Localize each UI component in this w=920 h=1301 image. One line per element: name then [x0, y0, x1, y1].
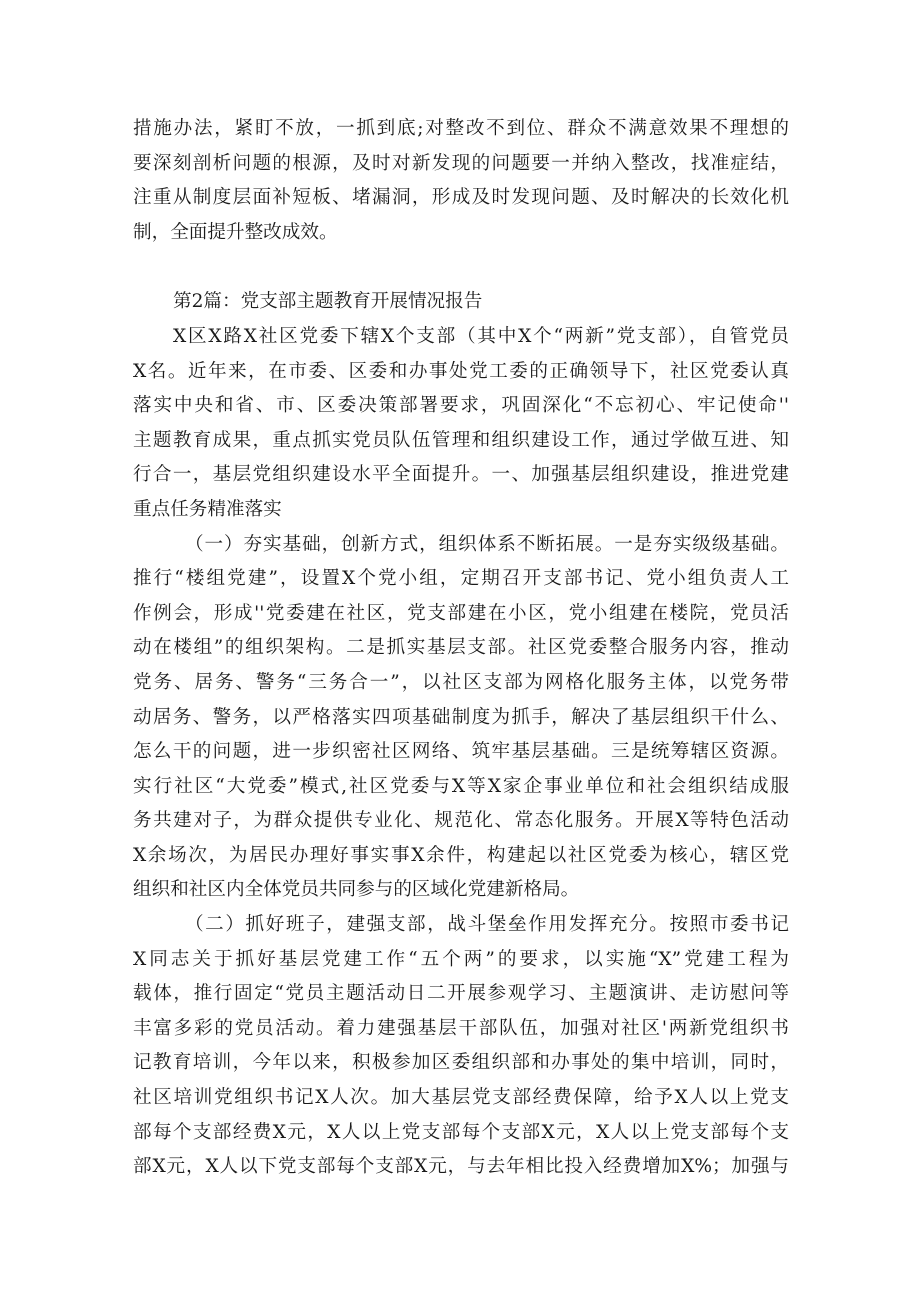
paragraph-line: 动在楼组”的组织架构。二是抓实基层支部。社区党委整合服务内容，推动	[133, 637, 789, 659]
paragraph-1	[133, 320, 789, 528]
paragraph-line: 要深刻剖析问题的根源，及时对新发现的问题要一并纳入整改，找准症结，	[133, 152, 789, 174]
paragraph-line: 社区培训党组织书记X人次。加大基层党支部经费保障，给予X人以上党支	[133, 1087, 789, 1109]
paragraph-line: 党务、居务、警务“三务合一”，以社区支部为网格化服务主体，以党务带	[133, 671, 789, 693]
paragraph-line: X区X路X社区党委下辖X个支部（其中X个“两新”党支部），自管党员	[173, 325, 789, 347]
paragraph-line: 动居务、警务，以严格落实四项基础制度为抓手，解决了基层组织干什么、	[133, 706, 789, 728]
paragraph-line: 作例会，形成''党委建在社区，党支部建在小区，党小组建在楼院，党员活	[133, 602, 789, 624]
paragraph-line: 注重从制度层面补短板、堵漏洞，形成及时发现问题、及时解决的长效化机	[133, 187, 789, 209]
intro-paragraph	[133, 112, 789, 250]
paragraph-line: （一）夯实基础，创新方式，组织体系不断拓展。一是夯实级级基础。	[185, 533, 789, 555]
section-gap	[133, 250, 789, 285]
paragraph-line: 推行“楼组党建”，设置X个党小组，定期召开支部书记、党小组负责人工	[133, 568, 789, 590]
paragraph-line: 部每个支部经费X元，X人以上党支部每个支部X元，X人以上党支部每个支	[133, 1121, 789, 1143]
paragraph-line: 落实中央和省、市、区委决策部署要求，巩固深化“不忘初心、牢记使命''	[133, 395, 789, 417]
paragraph-line: X名。近年来，在市委、区委和办事处党工委的正确领导下，社区党委认真	[133, 360, 789, 382]
paragraph-line: 务共建对子，为群众提供专业化、规范化、常态化服务。开展X等特色活动	[133, 810, 789, 832]
paragraph-2	[133, 528, 789, 909]
paragraph-line: 措施办法，紧盯不放，一抓到底;对整改不到位、群众不满意效果不理想的	[133, 118, 789, 139]
paragraph-line: 部X元，X人以下党支部每个支部X元，与去年相比投入经费增加X%；加强与	[133, 1156, 789, 1178]
paragraph-line: 载体，推行固定“党员主题活动日二开展参观学习、主题演讲、走访慰问等	[133, 983, 789, 1005]
paragraph-line: 记教育培训，今年以来，积极参加区委组织部和办事处的集中培训，同时，	[133, 1052, 789, 1074]
paragraph-line: 丰富多彩的党员活动。着力建强基层干部队伍，加强对社区'两新党组织书	[133, 1017, 789, 1039]
paragraph-line: 怎么干的问题，进一步织密社区网络、筑牢基层基础。三是统筹辖区资源。	[133, 741, 789, 763]
paragraph-3	[133, 908, 789, 1185]
paragraph-line: X余场次，为居民办理好事实事X余件，构建起以社区党委为核心，辖区党	[133, 844, 789, 866]
document-page	[133, 112, 789, 1185]
paragraph-line: 实行社区“大党委”模式,社区党委与X等X家企事业单位和社会组织结成服	[133, 775, 789, 797]
paragraph-line: 行合一，基层党组织建设水平全面提升。一、加强基层组织建设，推进党建	[133, 464, 789, 486]
paragraph-line: X同志关于抓好基层党建工作“五个两”的要求，以实施“X”党建工程为	[133, 948, 789, 970]
paragraph-line: （二）抓好班子，建强支部，战斗堡垒作用发挥充分。按照市委书记	[185, 914, 789, 936]
paragraph-line: 主题教育成果，重点抓实党员队伍管理和组织建设工作，通过学做互进、知	[133, 429, 789, 451]
paragraph-line: 重点任务精准落实	[133, 498, 282, 520]
paragraph-line: 组织和社区内全体党员共同参与的区域化党建新格局。	[133, 879, 580, 901]
paragraph-line: 制，全面提升整改成效。	[133, 221, 338, 243]
section-title: 第2篇：党支部主题教育开展情况报告	[173, 291, 483, 313]
